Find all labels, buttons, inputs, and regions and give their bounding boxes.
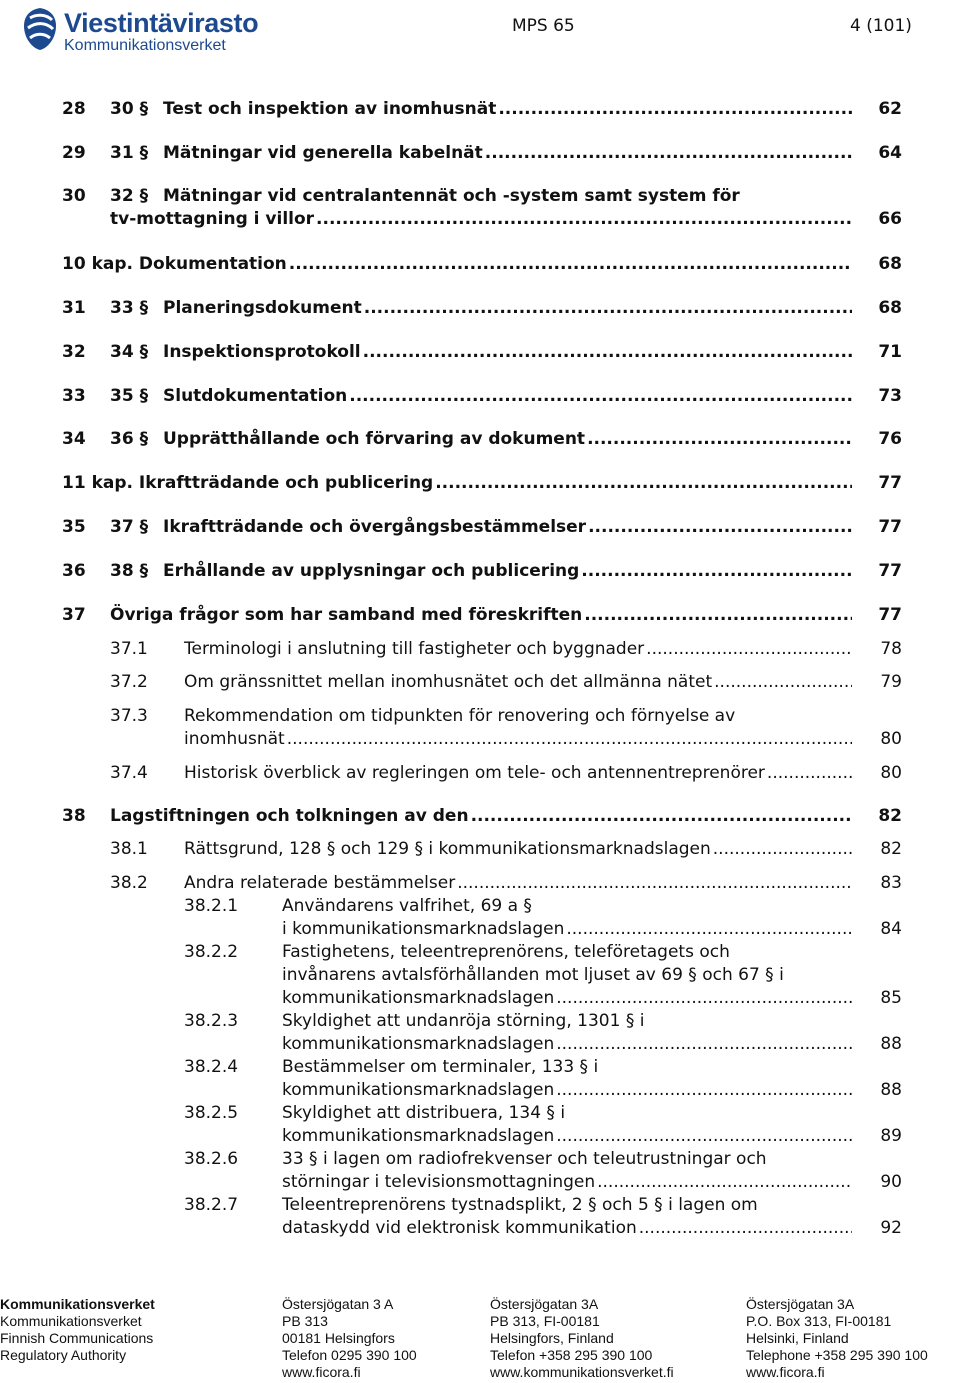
dot-leader (714, 670, 852, 694)
toc-entry-section: 36 § (110, 429, 149, 449)
toc-entry-section: 35 § (110, 386, 149, 406)
footer-line: Kommunikationsverket (0, 1313, 142, 1329)
toc-entry-title: Erhållande av upplysningar och publicering (163, 561, 580, 581)
toc-entry-title: Andra relaterade bestämmelser (184, 873, 456, 893)
toc-entry-page: 85 (880, 988, 902, 1008)
toc-entry-title: Mätningar vid centralantennät och -system samt system för (163, 186, 740, 206)
toc-entry-continuation[interactable] (0, 1170, 960, 1194)
toc-entry-page: 73 (878, 386, 902, 406)
toc-chapter-title: 10 kap. Dokumentation (62, 254, 287, 274)
footer-line: Östersjögatan 3A (490, 1296, 599, 1312)
toc-subsubentry[interactable] (0, 940, 960, 964)
toc-entry-number: 33 (62, 386, 86, 406)
toc-entry-number: 35 (62, 517, 86, 537)
agency-logo (22, 6, 282, 54)
logo-emblem-icon (22, 6, 58, 52)
toc-subentry[interactable] (0, 670, 960, 694)
toc-entry-continuation[interactable] (0, 1078, 960, 1102)
footer-line: Helsinki, Finland (746, 1330, 849, 1346)
toc-entry-number: 38.2 (110, 873, 148, 893)
toc-entry-number: 38.1 (110, 839, 148, 859)
toc-entry-page: 66 (878, 209, 902, 229)
toc-entry-page: 82 (878, 806, 902, 826)
dot-leader (556, 1032, 852, 1056)
toc-entry-continuation[interactable] (0, 727, 960, 751)
logo-wordmark: Viestintävirasto (64, 8, 259, 38)
toc-entry-title-line3: kommunikationsmarknadslagen (282, 988, 555, 1008)
toc-entry-title: Ikraftträdande och övergångsbestämmelser (163, 517, 587, 537)
footer-line: Kommunikationsverket (0, 1296, 155, 1312)
toc-entry-title-line2: invånarens avtalsförhållanden mot ljuset av 69 § och 67 § i (282, 965, 784, 985)
toc-entry-title: Rekommendation om tidpunkten för renovering och förnyelse av (184, 706, 736, 726)
toc-entry-page: 68 (878, 254, 902, 274)
toc-entry-page: 88 (880, 1034, 902, 1054)
toc-entry[interactable] (0, 296, 960, 320)
toc-entry-title: 33 § i lagen om radiofrekvenser och teleutrustningar och (282, 1149, 767, 1169)
footer-line: Telefon +358 295 390 100 (490, 1347, 653, 1363)
dot-leader (639, 1216, 852, 1240)
footer-line: Östersjögatan 3 A (282, 1296, 394, 1312)
toc-entry-page: 77 (878, 473, 902, 493)
toc-entry-number: 38.2.6 (184, 1149, 239, 1169)
footer-column-address-en (746, 1296, 928, 1381)
toc-entry-title: Om gränssnittet mellan inomhusnätet och det allmänna nätet (184, 672, 713, 692)
footer-line: P.O. Box 313, FI-00181 (746, 1313, 892, 1329)
footer-link[interactable]: www.ficora.fi (282, 1364, 361, 1380)
toc-entry-title: Fastighetens, teleentreprenörens, teleföretagets och (282, 942, 730, 962)
toc-entry-number: 38.2.5 (184, 1103, 239, 1123)
toc-entry-continuation[interactable] (0, 986, 960, 1010)
dot-leader (556, 1124, 852, 1148)
dot-leader (316, 207, 852, 231)
footer-line: Östersjögatan 3A (746, 1296, 855, 1312)
toc-entry[interactable] (0, 515, 960, 539)
toc-entry-number: 38.2.2 (184, 942, 239, 962)
dot-leader (767, 761, 852, 785)
toc-entry-number: 37.2 (110, 672, 148, 692)
toc-entry-title-line2: kommunikationsmarknadslagen (282, 1126, 555, 1146)
toc-entry-page: 80 (880, 729, 902, 749)
toc-entry-number: 31 (62, 298, 86, 318)
toc-entry-title: Planeringsdokument (163, 298, 362, 318)
toc-entry-number: 29 (62, 143, 86, 163)
toc-entry-continuation[interactable] (0, 1032, 960, 1056)
toc-entry-page: 90 (880, 1172, 902, 1192)
toc-entry-title-line2: störningar i televisionsmottagningen (282, 1172, 596, 1192)
toc-entry-title-line2: inomhusnät (184, 729, 285, 749)
toc-entry-title-line2: tv-mottagning i villor (110, 209, 315, 229)
dot-leader (364, 296, 852, 320)
toc-entry-title: Rättsgrund, 128 § och 129 § i kommunikationsmarknadslagen (184, 839, 711, 859)
toc-entry-page: 64 (878, 143, 902, 163)
toc-entry-page: 83 (880, 873, 902, 893)
footer-line: Helsingfors, Finland (490, 1330, 614, 1346)
toc-entry-number: 38.2.7 (184, 1195, 239, 1215)
toc-entry-number: 38.2.4 (184, 1057, 239, 1077)
dot-leader (435, 471, 852, 495)
toc-entry-section: 38 § (110, 561, 149, 581)
toc-subentry[interactable] (0, 761, 960, 785)
footer-line: Telephone +358 295 390 100 (746, 1347, 928, 1363)
dot-leader (556, 1078, 852, 1102)
toc-subentry[interactable] (0, 871, 960, 895)
toc-entry-section: 30 § (110, 99, 149, 119)
toc-chapter[interactable] (0, 252, 960, 276)
page-header (0, 0, 960, 60)
toc-entry-page: 76 (878, 429, 902, 449)
logo-subtitle: Kommunikationsverket (64, 37, 226, 54)
dot-leader (597, 1170, 852, 1194)
toc-entry-title-line2: kommunikationsmarknadslagen (282, 1080, 555, 1100)
toc-entry-title: Lagstiftningen och tolkningen av den (110, 806, 469, 826)
toc-entry[interactable] (0, 97, 960, 121)
toc-entry[interactable] (0, 427, 960, 451)
toc-entry-number: 32 (62, 342, 86, 362)
toc-subsubentry[interactable] (0, 894, 960, 918)
footer-line: PB 313, FI-00181 (490, 1313, 600, 1329)
dot-leader (363, 340, 852, 364)
toc-entry-title-line2: i kommunikationsmarknadslagen (282, 919, 565, 939)
toc-entry-number: 37.1 (110, 639, 148, 659)
dot-leader (581, 559, 852, 583)
toc-entry-page: 71 (878, 342, 902, 362)
toc-entry-title: Slutdokumentation (163, 386, 348, 406)
footer-column-agency (0, 1296, 155, 1364)
toc-subentry[interactable] (0, 637, 960, 661)
dot-leader (471, 804, 852, 828)
toc-subsubentry[interactable] (0, 1147, 960, 1171)
toc-entry-title: Terminologi i anslutning till fastigheter och byggnader (184, 639, 645, 659)
toc-entry[interactable] (0, 804, 960, 828)
toc-entry-continuation[interactable] (0, 917, 960, 941)
footer-link[interactable]: www.ficora.fi (746, 1364, 825, 1380)
toc-entry-number: 34 (62, 429, 86, 449)
toc-entry-page: 80 (880, 763, 902, 783)
toc-entry-page: 79 (880, 672, 902, 692)
toc-entry-section: 31 § (110, 143, 149, 163)
toc-entry[interactable] (0, 184, 960, 208)
toc-subsubentry[interactable] (0, 1193, 960, 1217)
toc-entry-title-line2: dataskydd vid elektronisk kommunikation (282, 1218, 637, 1238)
dot-leader (588, 515, 852, 539)
toc-chapter-title: 11 kap. Ikraftträdande och publicering (62, 473, 434, 493)
footer-link[interactable]: www.kommunikationsverket.fi (490, 1364, 674, 1380)
toc-entry-section: 37 § (110, 517, 149, 537)
toc-subentry[interactable] (0, 837, 960, 861)
toc-subsubentry[interactable] (0, 1101, 960, 1125)
dot-leader (556, 986, 852, 1010)
dot-leader (646, 637, 852, 661)
footer-line: PB 313 (282, 1313, 328, 1329)
dot-leader (587, 427, 852, 451)
toc-entry-number: 28 (62, 99, 86, 119)
toc-entry-page: 78 (880, 639, 902, 659)
toc-entry-number: 38 (62, 806, 86, 826)
toc-entry-title: Historisk överblick av regleringen om tele- och antennentreprenörer (184, 763, 765, 783)
toc-entry-title: Test och inspektion av inomhusnät (163, 99, 497, 119)
toc-chapter[interactable] (0, 471, 960, 495)
toc-entry-page: 77 (878, 605, 902, 625)
toc-entry-page: 92 (880, 1218, 902, 1238)
toc-entry-continuation[interactable] (0, 1216, 960, 1240)
dot-leader (457, 871, 852, 895)
footer-line: Finnish Communications (0, 1330, 154, 1346)
toc-entry-page: 77 (878, 517, 902, 537)
toc-entry-title: Skyldighet att distribuera, 134 § i (282, 1103, 566, 1123)
toc-subentry[interactable] (0, 704, 960, 728)
toc-entry-section: 34 § (110, 342, 149, 362)
toc-entry-page: 89 (880, 1126, 902, 1146)
toc-entry-section: 32 § (110, 186, 149, 206)
toc-entry-page: 62 (878, 99, 902, 119)
toc-entry[interactable] (0, 384, 960, 408)
dot-leader (485, 141, 852, 165)
document-id: MPS 65 (512, 16, 575, 36)
dot-leader (566, 917, 852, 941)
toc-entry[interactable] (0, 340, 960, 364)
toc-entry-continuation[interactable] (0, 1124, 960, 1148)
toc-entry-title: Användarens valfrihet, 69 a § (282, 896, 532, 916)
toc-entry-number: 37 (62, 605, 86, 625)
footer-line: Regulatory Authority (0, 1347, 127, 1363)
dot-leader (713, 837, 852, 861)
toc-entry-number: 37.4 (110, 763, 148, 783)
dot-leader (584, 603, 852, 627)
toc-entry-page: 82 (880, 839, 902, 859)
toc-entry[interactable] (0, 141, 960, 165)
toc-entry-continuation[interactable] (0, 963, 960, 987)
dot-leader (498, 97, 852, 121)
toc-entry-page: 84 (880, 919, 902, 939)
toc-entry-title: Upprätthållande och förvaring av dokument (163, 429, 586, 449)
toc-entry-title-line2: kommunikationsmarknadslagen (282, 1034, 555, 1054)
footer-line: Telefon 0295 390 100 (282, 1347, 417, 1363)
toc-entry-title: Övriga frågor som har samband med föreskriften (110, 605, 583, 625)
page-number: 4 (101) (850, 16, 912, 36)
dot-leader (287, 727, 852, 751)
toc-entry-number: 30 (62, 186, 86, 206)
toc-entry[interactable] (0, 559, 960, 583)
toc-entry-page: 68 (878, 298, 902, 318)
toc-entry-title: Skyldighet att undanröja störning, 1301 § i (282, 1011, 645, 1031)
toc-entry-page: 88 (880, 1080, 902, 1100)
footer-column-address-sv (282, 1296, 417, 1381)
toc-entry-title: Teleentreprenörens tystnadsplikt, 2 § och 5 § i lagen om (282, 1195, 758, 1215)
toc-entry-number: 36 (62, 561, 86, 581)
toc-entry-number: 38.2.1 (184, 896, 239, 916)
toc-entry-title: Inspektionsprotokoll (163, 342, 361, 362)
footer-line: 00181 Helsingfors (282, 1330, 395, 1346)
footer-column-address-fi (490, 1296, 674, 1381)
toc-entry-section: 33 § (110, 298, 149, 318)
toc-entry-number: 37.3 (110, 706, 148, 726)
toc-subsubentry[interactable] (0, 1055, 960, 1079)
toc-entry-number: 38.2.3 (184, 1011, 239, 1031)
dot-leader (349, 384, 852, 408)
toc-entry-continuation[interactable] (0, 207, 960, 231)
toc-entry-page: 77 (878, 561, 902, 581)
toc-entry[interactable] (0, 603, 960, 627)
dot-leader (289, 252, 852, 276)
toc-entry-title: Mätningar vid generella kabelnät (163, 143, 483, 163)
toc-subsubentry[interactable] (0, 1009, 960, 1033)
toc-entry-title: Bestämmelser om terminaler, 133 § i (282, 1057, 599, 1077)
